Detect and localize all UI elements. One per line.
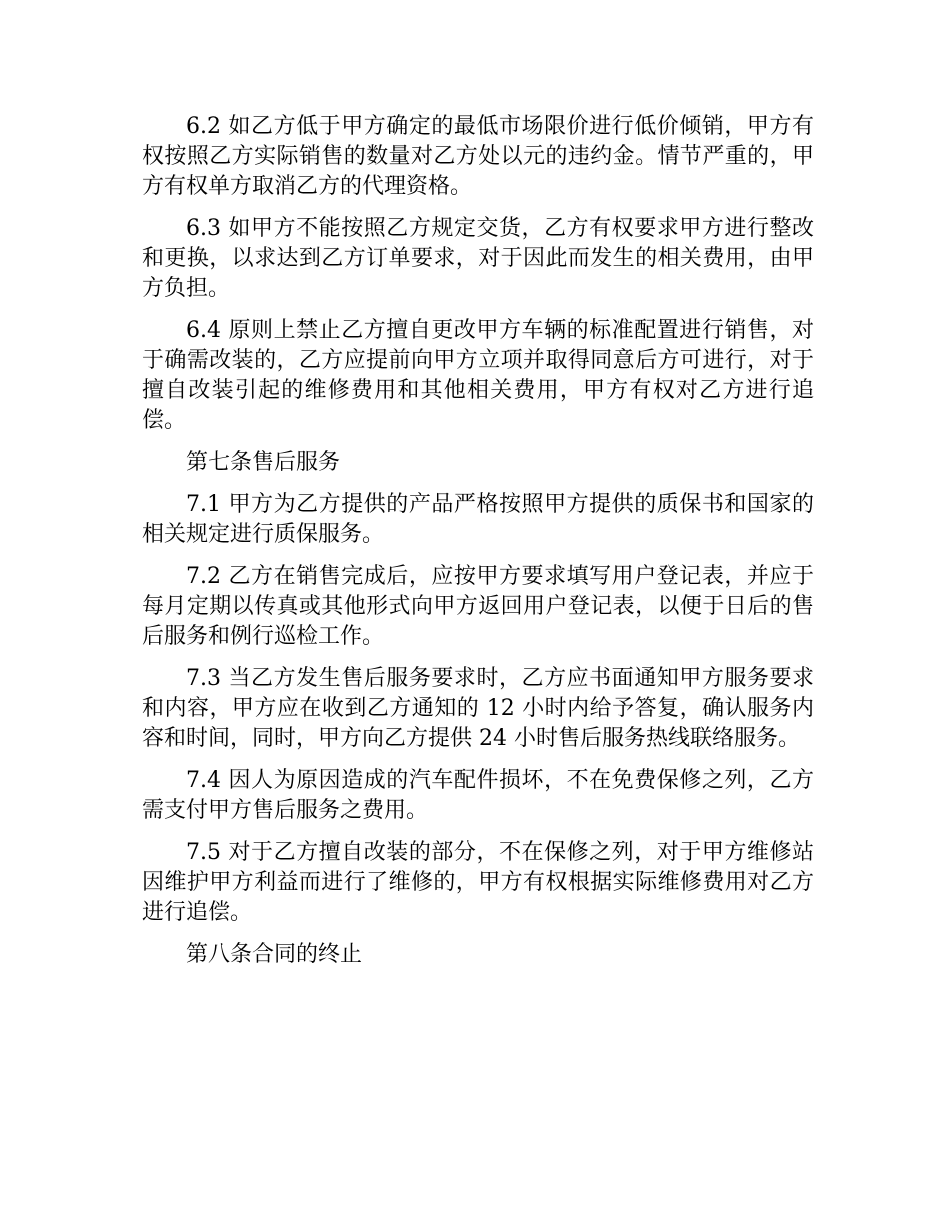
clause-6-4: 6.4 原则上禁止乙方擅自更改甲方车辆的标准配置进行销售，对于确需改装的，乙方应提前向甲方立项并取得同意后方可进行，对于擅自改装引起的维修费用和其他相关费用，甲方有权对乙方进行追偿。 bbox=[142, 318, 814, 433]
article-7-heading: 第七条售后服务 bbox=[186, 450, 341, 475]
clause-6-2: 6.2 如乙方低于甲方确定的最低市场限价进行低价倾销，甲方有权按照乙方实际销售的数量对乙方处以元的违约金。情节严重的，甲方有权单方取消乙方的代理资格。 bbox=[142, 114, 814, 199]
clause-7-2: 7.2 乙方在销售完成后，应按甲方要求填写用户登记表，并应于每月定期以传真或其他形式向甲方返回用户登记表，以便于日后的售后服务和例行巡检工作。 bbox=[142, 564, 814, 649]
article-8-heading: 第八条合同的终止 bbox=[186, 942, 363, 967]
clause-7-3: 7.3 当乙方发生售后服务要求时，乙方应书面通知甲方服务要求和内容，甲方应在收到乙方通知的 12 小时内给予答复，确认服务内容和时间，同时，甲方向乙方提供 24 小时售后服务热线联络服务。 bbox=[142, 666, 814, 751]
clause-7-1: 7.1 甲方为乙方提供的产品严格按照甲方提供的质保书和国家的相关规定进行质保服务。 bbox=[142, 492, 814, 547]
clause-6-3: 6.3 如甲方不能按照乙方规定交货，乙方有权要求甲方进行整改和更换，以求达到乙方订单要求，对于因此而发生的相关费用，由甲方负担。 bbox=[142, 216, 814, 301]
document-page bbox=[142, 112, 814, 982]
clause-7-4: 7.4 因人为原因造成的汽车配件损坏，不在免费保修之列，乙方需支付甲方售后服务之费用。 bbox=[142, 768, 814, 823]
clause-7-5: 7.5 对于乙方擅自改装的部分，不在保修之列，对于甲方维修站因维护甲方利益而进行了维修的，甲方有权根据实际维修费用对乙方进行追偿。 bbox=[142, 840, 814, 925]
